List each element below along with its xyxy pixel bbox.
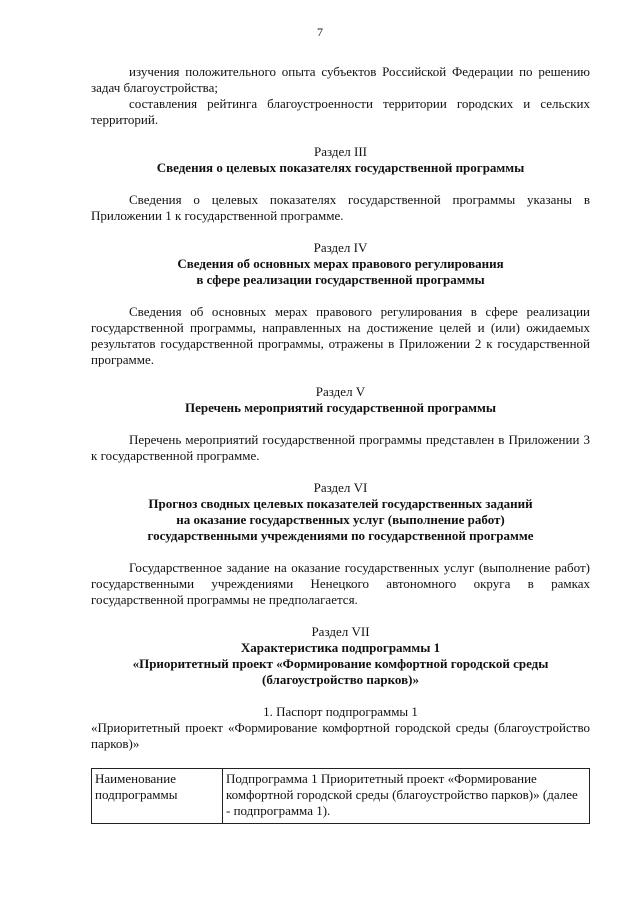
- intro-paragraph-2: составления рейтинга благоустроенности территории городских и сельских территорий.: [91, 96, 590, 127]
- section-7-title-line-2: «Приоритетный проект «Формирование комфортной городской среды: [132, 656, 549, 671]
- section-4-title-line-2: в сфере реализации государственной программы: [196, 272, 485, 287]
- section-4-paragraph: Сведения об основных мерах правового регулирования в сфере реализации государственной программы, направленных на достижение целей и (или) ожидаемых результатов государственной программы, отражены в Приложении 2 к государственной программе.: [91, 304, 590, 367]
- section-5-paragraph: Перечень мероприятий государственной программы представлен в Приложении 3 к государственной программе.: [91, 432, 590, 463]
- table-row: [92, 769, 590, 824]
- section-5-title: Перечень мероприятий государственной программы: [184, 400, 497, 415]
- section-7-title-line-1: Характеристика подпрограммы 1: [240, 640, 441, 655]
- section-3-number: Раздел III: [313, 144, 367, 159]
- section-6-title-line-1: Прогноз сводных целевых показателей государственных заданий: [148, 496, 533, 511]
- table-cell-label: Наименование подпрограммы: [92, 769, 223, 824]
- section-6-number: Раздел VI: [313, 480, 368, 495]
- table-cell-value: Подпрограмма 1 Приоритетный проект «Формирование комфортной городской среды (благоустройство парков)» (далее - подпрограмма 1).: [223, 769, 590, 824]
- section-3-paragraph: Сведения о целевых показателях государственной программы указаны в Приложении 1 к государственной программе.: [91, 192, 590, 223]
- passport-table: [91, 768, 590, 824]
- section-6-title-line-2: на оказание государственных услуг (выполнение работ): [176, 512, 505, 527]
- section-3-title: Сведения о целевых показателях государственной программы: [156, 160, 525, 175]
- section-6-title-line-3: государственными учреждениями по государственной программе: [147, 528, 534, 543]
- section-7-title-line-3: (благоустройство парков)»: [262, 672, 419, 687]
- section-6-paragraph: Государственное задание на оказание государственных услуг (выполнение работ) государственными учреждениями Ненецкого автономного округа в рамках государственной программы не предполагается.: [91, 560, 590, 607]
- page-number: 7: [317, 25, 323, 39]
- section-4-title-line-1: Сведения об основных мерах правового регулирования: [177, 256, 504, 271]
- section-5-number: Раздел V: [315, 384, 366, 399]
- page-content: [91, 64, 590, 824]
- section-4-number: Раздел IV: [313, 240, 368, 255]
- section-7-number: Раздел VII: [311, 624, 370, 639]
- passport-heading: 1. Паспорт подпрограммы 1: [263, 704, 418, 719]
- intro-paragraph-1: изучения положительного опыта субъектов Российской Федерации по решению задач благоустройства;: [91, 64, 590, 95]
- passport-subtitle: «Приоритетный проект «Формирование комфортной городской среды (благоустройство парков)»: [91, 720, 590, 751]
